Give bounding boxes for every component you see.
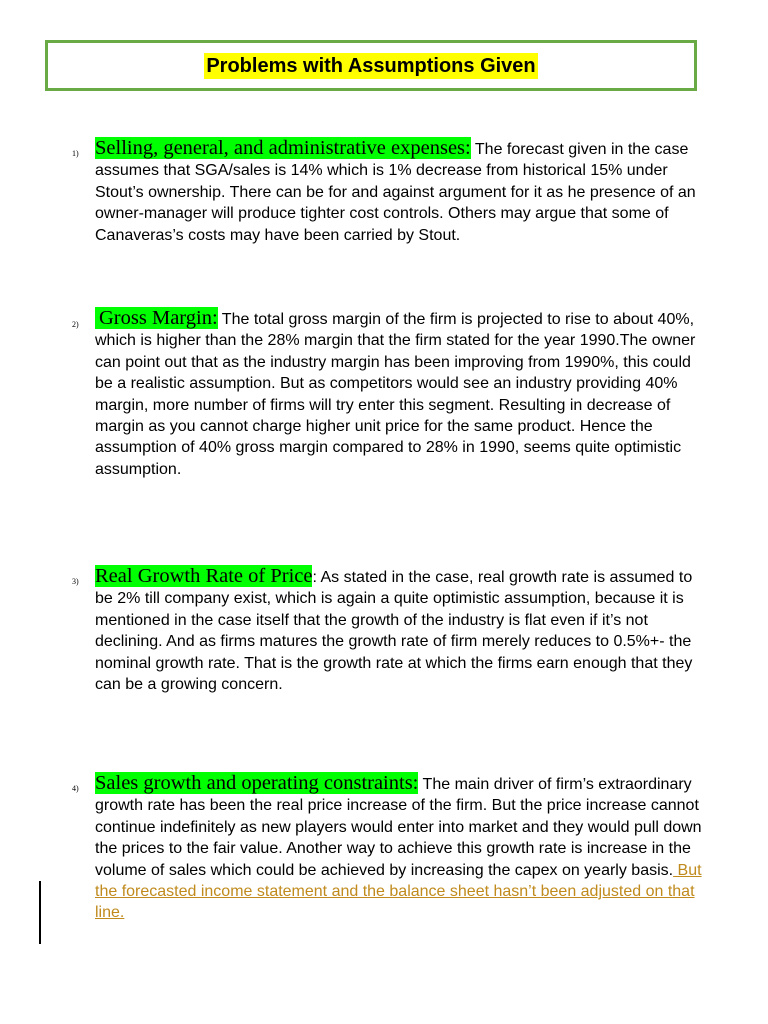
title-box — [45, 40, 697, 91]
tracked-change-text: But the forecasted income statement and the balance sheet hasn’t been adjusted on that line. — [95, 861, 702, 922]
item-number: 3) — [72, 577, 79, 586]
item-body: The total gross margin of the firm is projected to rise to about 40%, which is higher than the 28% margin that the firm stated for the year 1990.The owner can point out that as the industry margin has been improving from 1990%, this could be a realistic assumption. But as competitors would see an industry providing 40% margin, more number of firms will try enter this segment. Resulting in decrease of margin as you cannot charge higher unit price for the same product. Hence the assumption of 40% gross margin compared to 28% in 1990, seems quite optimistic assumption. — [95, 311, 696, 478]
item-heading: Sales growth and operating constraints: — [95, 772, 419, 794]
item-number: 1) — [72, 149, 79, 158]
list-item-gross-margin — [95, 308, 707, 480]
item-body: The main driver of firm’s extraordinary growth rate has been the real price increase of the firm. But the price increase cannot continue indefinitely as new players would enter into market and they would pull down the prices to the fair value. Another way to achieve this growth rate is increase in the volume of sales which could be achieved by increasing the capex on yearly basis. — [95, 776, 702, 879]
list-item-real-growth — [95, 566, 707, 695]
change-bar — [39, 881, 41, 944]
item-body: The forecast given in the case assumes that SGA/sales is 14% which is 1% decrease from historical 15% under Stout’s ownership. There can be for and against argument for it as he presence of an owner-manager will produce tighter cost controls. Others may argue that some of Canaveras’s costs may have been carried by Stout. — [95, 141, 696, 244]
page-title: Problems with Assumptions Given — [206, 54, 536, 77]
item-heading: Real Growth Rate of Price — [95, 565, 313, 587]
item-body: : As stated in the case, real growth rate is assumed to be 2% till company exist, which is again a quite optimistic assumption, because it is mentioned in the case itself that the growth of the industry is flat even if it’s not declining. And as firms matures the growth rate of firm merely reduces to 0.5%+- the nominal growth rate. That is the growth rate at which the firms earn enough that they can be a growing concern. — [95, 569, 693, 694]
item-number: 2) — [72, 320, 79, 329]
item-heading: Selling, general, and administrative expenses: — [95, 137, 471, 159]
list-item-sga — [95, 138, 707, 246]
list-item-sales-growth — [95, 773, 707, 924]
item-heading: Gross Margin: — [95, 307, 218, 329]
item-number: 4) — [72, 784, 79, 793]
